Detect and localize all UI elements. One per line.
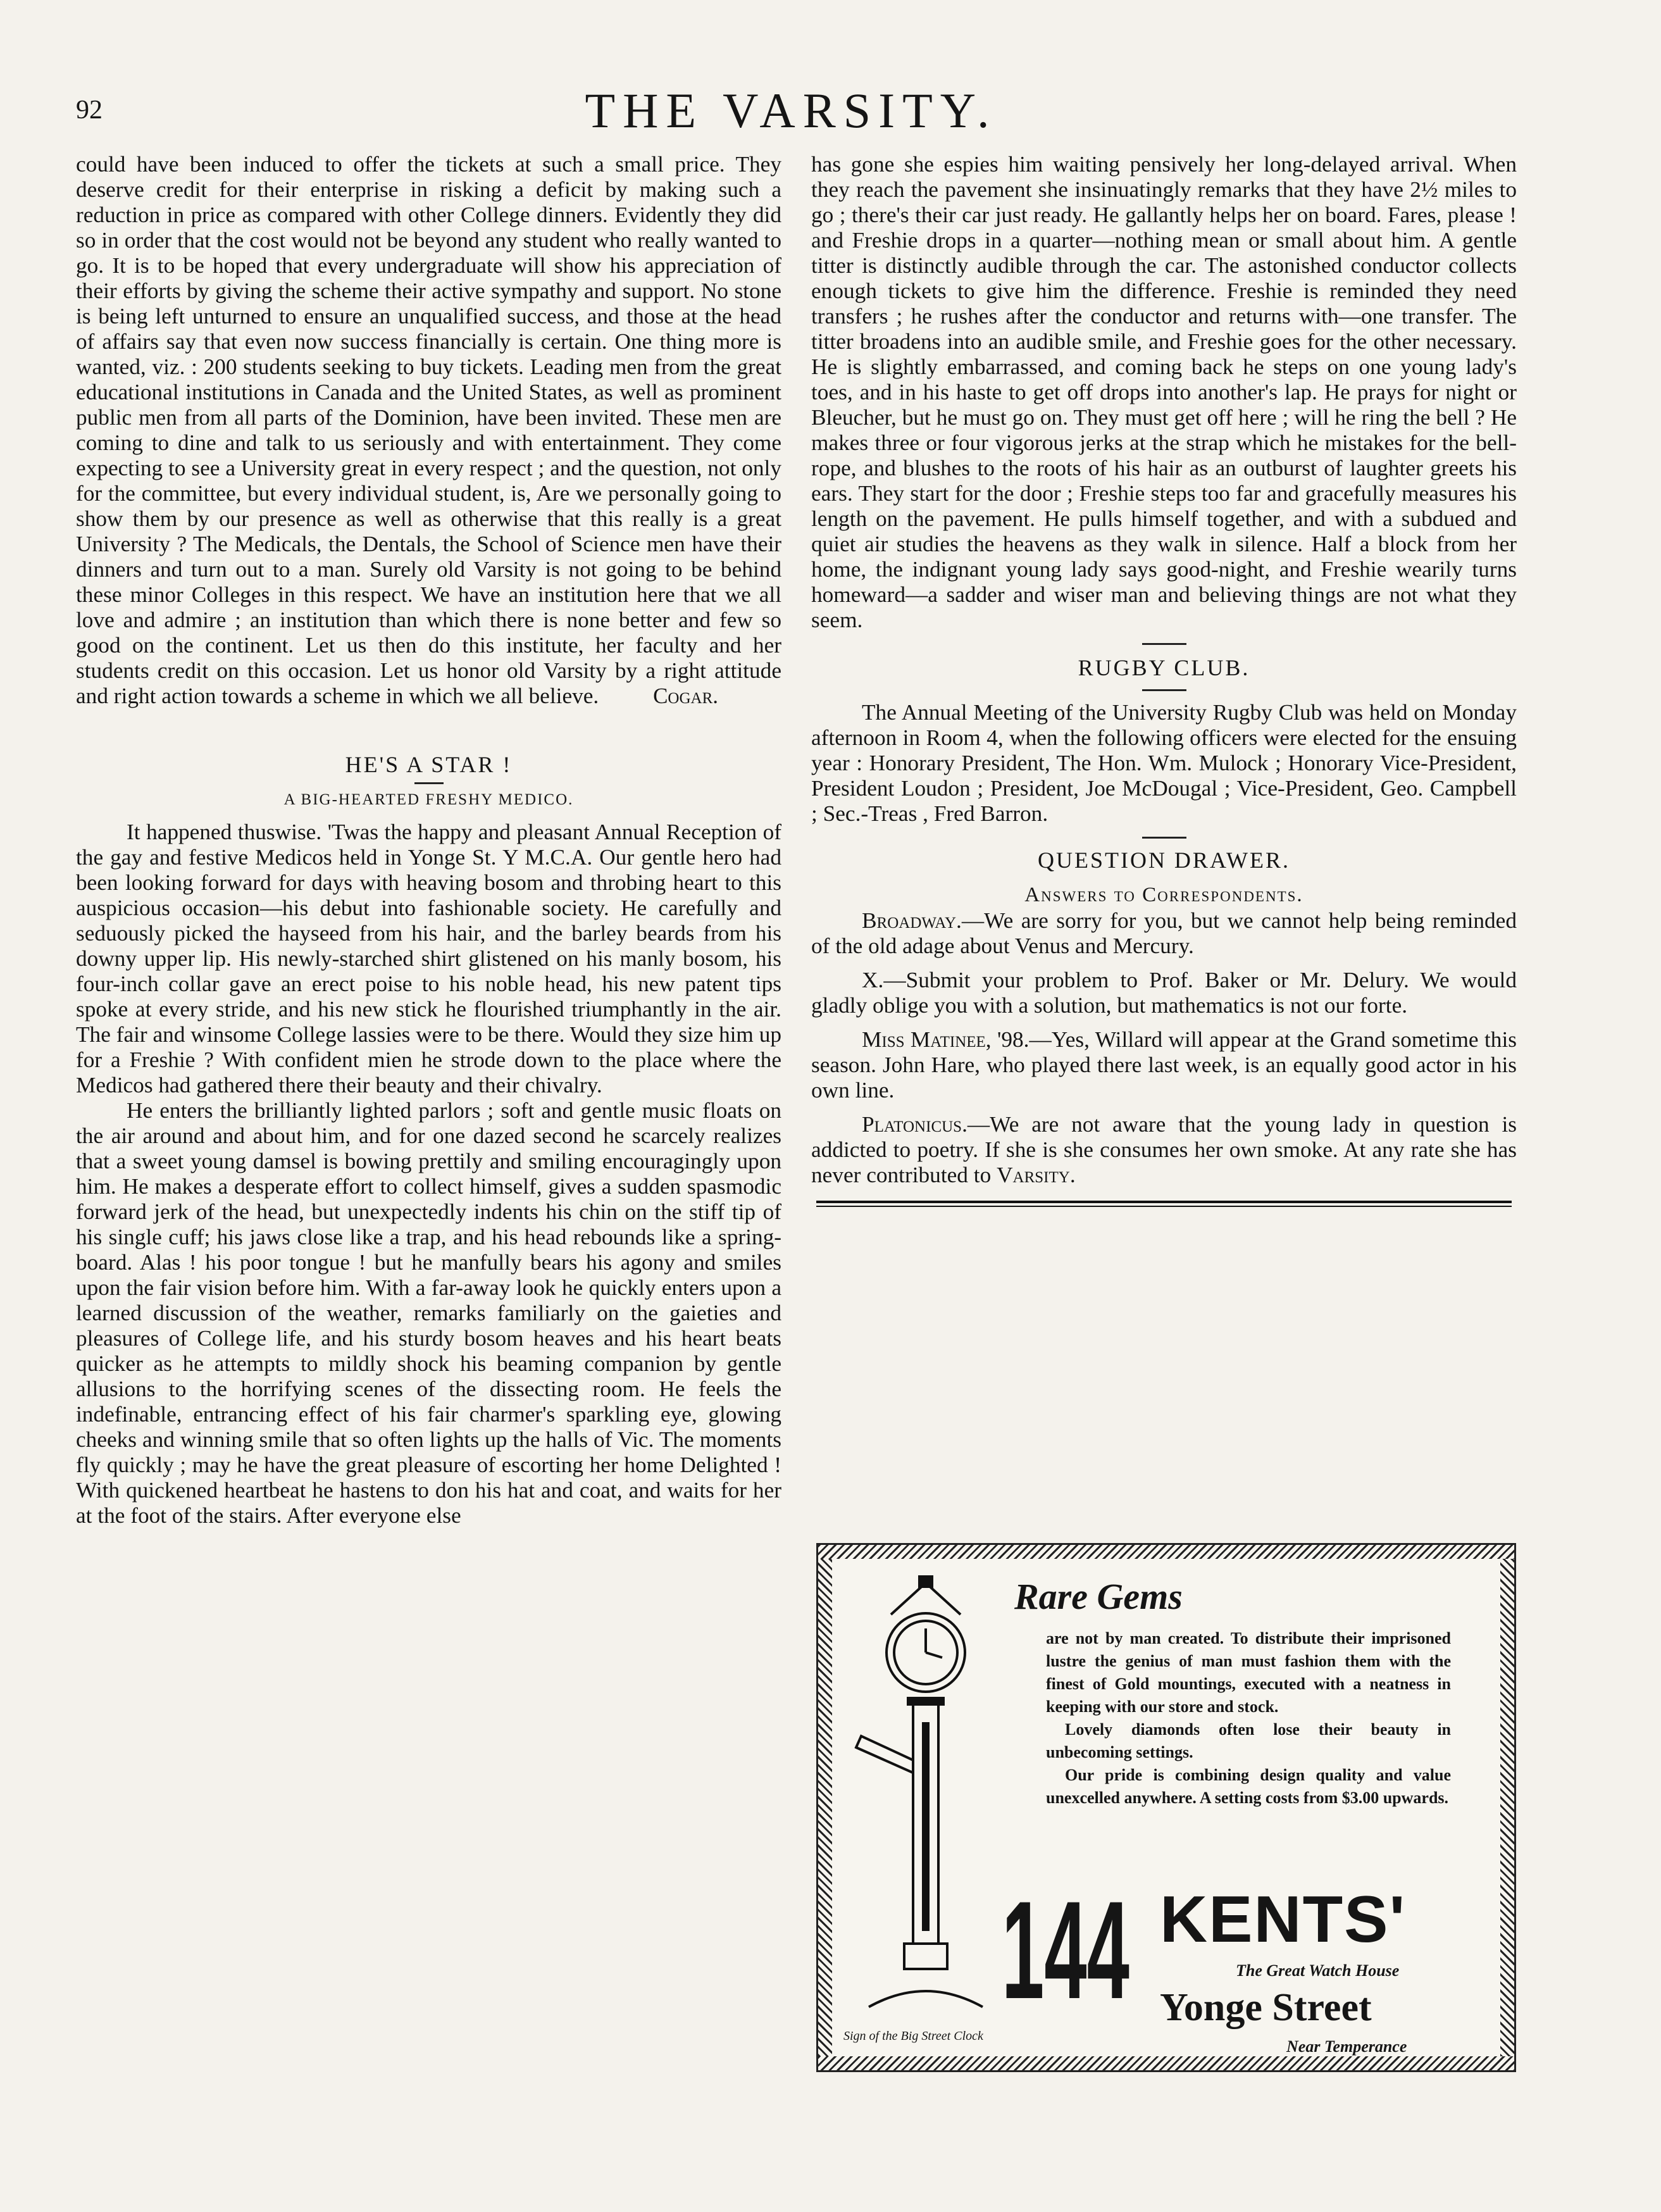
page-header — [76, 83, 1506, 138]
star-continuation: has gone she espies him waiting pensively her long-delayed arrival. When they reach the pavement she insinuatingly remarks that they have 2½ miles to go ; there's their car just ready. He gallantly helps her on board. Fares, please ! and Freshie drops in a quarter—nothing mean or small about him. A gentle titter is distinctly audible through the car. The astonished conductor collects enough tickets to give him the difference. Freshie is reminded they need transfers ; he rushes after the conductor and returns with—one transfer. The titter broadens into an audible smile, and Freshie goes for the other necessary. He is slightly embarrassed, and coming back he steps on one young lady's toes, and in his haste to get off drops into another's lap. He prays for night or Bleucher, but he must go on. They must get off here ; will he ring the bell ? He makes three or four vigorous jerks at the strap which he mistakes for the bell-rope, and blushes to the roots of his hair as an outburst of laughter greets his ears. They start for the door ; Freshie steps too far and gracefully measures his length on the pavement. He pulls himself together, and with a subdued and quiet air studies the heavens as they walk in silence. Half a block from her home, the indignant young lady says good-night, and Freshie wearily turns homeward—a sadder and wiser man and believing things are not what they seem. — [811, 152, 1517, 632]
ad-street-number: 144 — [1002, 1872, 1129, 2028]
star-title: HE'S A STAR ! — [345, 752, 513, 777]
author-signature: Cogar. — [653, 684, 718, 708]
ad-body-line: Our pride is combining design quality and value unexcelled anywhere. A setting costs from $3.00 upwards. — [1046, 1766, 1451, 1807]
star-paragraph-2: He enters the brilliantly lighted parlors ; soft and gentle music floats on the air around and about him, and for one dazed second he scarcely realizes that a sweet young damsel is bowing prettily and smiling encouragingly upon him. He makes a desperate effort to collect himself, gives a sudden spasmodic forward jerk of the head, but unexpectedly indents his chin on the stiff tip of his single cuff; his jaws close like a trap, and his head rebounds like a spring-board. Alas ! his poor tongue ! but he manfully bears his agony and smiles upon the fair vision before him. With a far-away look he quickly enters upon a learned discussion of the weather, remarks familiarly on the gaieties and pleasures of College life, and his sturdy bosom heaves and his heart beats quicker as he attempts to mildly shock his beaming companion by gentle allusions to the horrifying scenes of the dissecting room. He feels the indefinable, entrancing effect of his fair charmer's sparkling eye, glowing cheeks and winning smile that so often lights up the halls of Vic. The moments fly quickly ; may he have the great pleasure of escorting her home Delighted ! With quickened heartbeat he hastens to don his hat and coat, and waits for her at the foot of the stairs. After everyone else — [76, 1098, 781, 1528]
ad-brand: KENTS' — [1160, 1883, 1407, 1956]
article-continuation: could have been induced to offer the tickets at such a small price. They deserve credit for their enterprise in risking a deficit by making such a reduction in price as compared with other College dinners. Evidently they did so in order that the cost would not be beyond any student who really wanted to go. It is to be hoped that every undergraduate will show his appreciation of their efforts by giving the scheme their active sympathy and support. No stone is being left unturned to ensure an unqualified success, and those at the head of affairs say that even now success financially is certain. One thing more is wanted, viz. : 200 students seeking to buy tickets. Leading men from the great educational institutions in Canada and the United States, as well as prominent public men from all parts of the Dominion, have been invited. These men are coming to dine and talk to us seriously and with entertainment. They come expecting to see a University great in every respect ; and the question, not only for the committee, but every individual student, is, Are we personally going to show them by our presence as well as otherwise that this really is a great University ? The Medicals, the Dentals, the School of Science men have their dinners and turn out to a man. Surely old Varsity is not going to be behind these minor Colleges in this respect. We have an institution here that we all love and admire ; an institution than which there is none better and few so good on the continent. Let us then do this institute, her faculty and her students credit on this occasion. Let us honor old Varsity by a right attitude and right action towards a scheme in which we all believe. — [76, 152, 781, 708]
rugby-paragraph: The Annual Meeting of the University Rugby Club was held on Monday afternoon in Room 4, when the following officers were elected for the ensuing year : Honorary President, The Hon. Wm. Mulock ; Honorary Vice-President, President Loudon ; President, Joe McDougal ; Vice-President, Geo. Campbell ; Sec.-Treas , Fred Barron. — [811, 700, 1517, 826]
ad-body-line: Lovely diamonds often lose their beauty in unbecoming settings. — [1046, 1720, 1451, 1761]
ad-street: Yonge Street — [1160, 1986, 1372, 2029]
answer-broadway — [811, 908, 1517, 959]
divider — [1142, 837, 1186, 839]
ad-tagline: The Great Watch House — [1236, 1961, 1400, 1980]
correspondent-name: Miss Matinee, — [862, 1027, 992, 1052]
kents-advertisement — [816, 1543, 1516, 2072]
answer-text: —We are sorry for you, but we cannot help being reminded of the old adage about Venus and Mercury. — [811, 908, 1517, 958]
rugby-title: RUGBY CLUB. — [1078, 655, 1250, 680]
answer-text: —We are not aware that the young lady in question is addicted to poetry. If she is she consumes her own smoke. At any rate she has never contributed to — [811, 1112, 1517, 1187]
left-column — [76, 152, 781, 1528]
divider — [414, 782, 444, 784]
correspondent-name: Platonicus. — [862, 1112, 967, 1137]
divider — [1142, 689, 1186, 691]
ad-border — [818, 1545, 1514, 1559]
page-number: 92 — [76, 96, 103, 125]
ad-border — [818, 2056, 1514, 2070]
varsity-name: Varsity. — [997, 1163, 1076, 1187]
ad-border — [818, 1559, 832, 2056]
section-rule — [816, 1201, 1512, 1207]
ad-near: Near Temperance — [1286, 2037, 1407, 2056]
ad-body-line: are not by man created. To distribute their imprisoned lustre the genius of man must fashion them with the finest of Gold mountings, executed with a neatness in keeping with our store and stock. — [1046, 1629, 1451, 1716]
street-clock-illustration — [843, 1570, 1008, 2026]
ad-sign-caption: Sign of the Big Street Clock — [843, 2029, 983, 2043]
masthead: THE VARSITY. — [585, 83, 997, 138]
answer-x: X.—Submit your problem to Prof. Baker or Mr. Delury. We would gladly oblige you with a solution, but mathematics is not our forte. — [811, 968, 1517, 1018]
question-drawer-title: QUESTION DRAWER. — [1037, 847, 1291, 873]
right-column — [811, 152, 1517, 1207]
star-paragraph-1: It happened thuswise. 'Twas the happy and pleasant Annual Reception of the gay and festive Medicos held in Yonge St. Y M.C.A. Our gentle hero had been looking forward for days with heaving bosom and throbing heart to this auspicious occasion—his debut into fashionable society. He carefully and seduously picked the hayseed from his hair, and the barley beards from his downy upper lip. His newly-starched shirt glistened on his manly bosom, his four-inch collar gave an erect poise to his noble head, his new patent tips spoke at every stride, and his new stick he flourished triumphantly in the air. The fair and winsome College lassies were to be there. Would they size him up for a Freshie ? With confident mien he strode down to the place where the Medicos had gathered there their beauty and their chivalry. — [76, 820, 781, 1097]
divider — [1142, 643, 1186, 645]
correspondent-name: Broadway. — [862, 908, 962, 933]
star-subtitle: A BIG-HEARTED FRESHY MEDICO. — [283, 791, 574, 808]
answer-matinee — [811, 1027, 1517, 1103]
answer-platonicus — [811, 1112, 1517, 1188]
ad-body — [1046, 1627, 1451, 1809]
ad-border — [1500, 1559, 1514, 2056]
answer-text: '98.—Yes, Willard will appear at the Grand sometime this season. John Hare, who played there last week, is an equally good actor in his own line. — [811, 1027, 1517, 1103]
question-drawer-subtitle: Answers to Correspondents. — [1024, 884, 1303, 906]
ad-title: Rare Gems — [1014, 1576, 1183, 1617]
